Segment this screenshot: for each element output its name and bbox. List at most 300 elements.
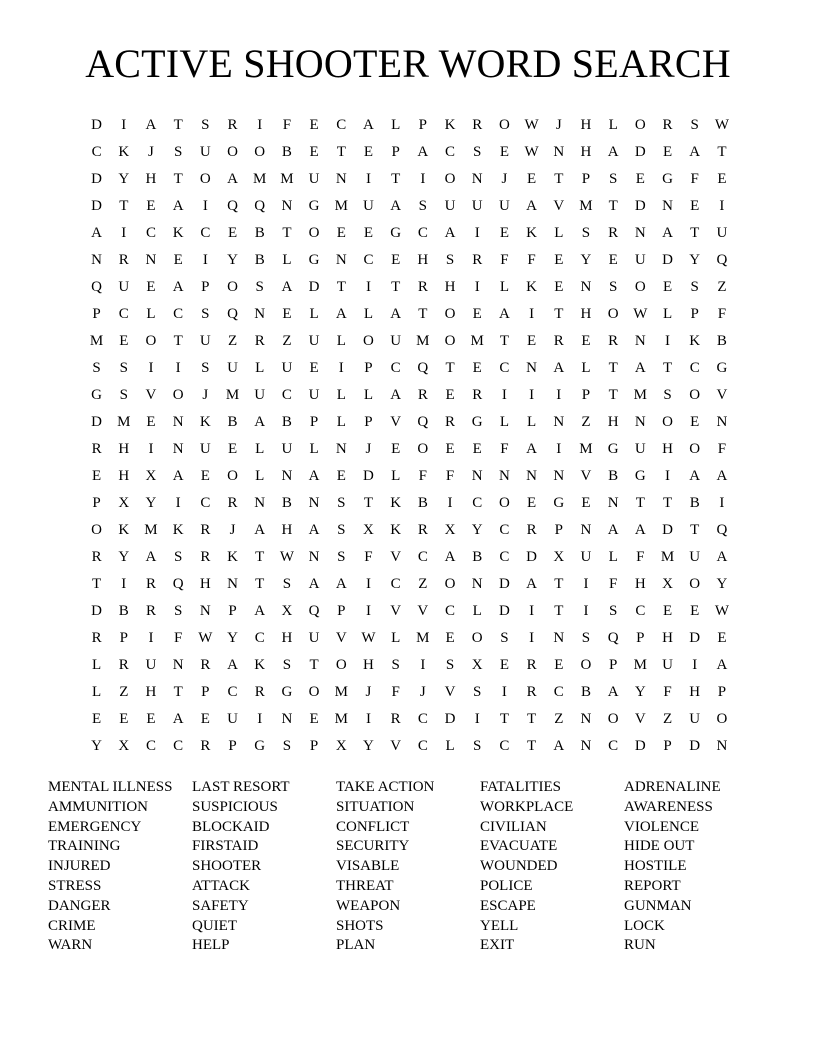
grid-letter: R — [526, 522, 537, 538]
grid-letter: K — [172, 225, 184, 241]
grid-letter: N — [471, 171, 483, 187]
grid-letter: N — [172, 657, 184, 673]
grid-letter: P — [92, 306, 101, 322]
grid-letter: F — [717, 306, 727, 322]
grid-letter: E — [581, 495, 591, 511]
grid-letter: C — [227, 684, 238, 700]
grid-letter: X — [281, 603, 293, 619]
grid-letter: X — [662, 576, 673, 592]
grid-letter: A — [335, 576, 347, 592]
grid-letter: I — [365, 279, 371, 295]
grid-letter: D — [498, 576, 510, 592]
grid-letter: I — [529, 306, 535, 322]
grid-letter: Y — [471, 522, 483, 538]
grid-letter: O — [308, 684, 320, 700]
grid-letter: T — [119, 198, 129, 214]
grid-letter: F — [527, 252, 536, 268]
grid-letter: U — [199, 144, 211, 160]
grid-letter: R — [200, 522, 211, 538]
grid-letter: K — [199, 414, 211, 430]
letter-grid — [83, 112, 736, 760]
grid-letter: S — [173, 144, 183, 160]
grid-letter: H — [662, 630, 673, 646]
grid-letter: N — [335, 171, 347, 187]
grid-letter: N — [716, 414, 728, 430]
grid-letter: O — [227, 468, 238, 484]
grid-letter: A — [227, 171, 238, 187]
word-item: DANGER — [48, 897, 111, 914]
grid-letter: I — [365, 171, 371, 187]
grid-letter: A — [335, 306, 347, 322]
grid-letter: E — [690, 198, 700, 214]
grid-letter: B — [608, 468, 619, 484]
grid-letter: D — [689, 738, 701, 754]
grid-letter: N — [580, 738, 592, 754]
grid-letter: E — [146, 414, 156, 430]
grid-letter: N — [281, 468, 293, 484]
grid-letter: U — [199, 333, 211, 349]
grid-letter: A — [607, 684, 619, 700]
grid-letter: S — [663, 387, 672, 403]
grid-letter: Q — [716, 252, 728, 268]
grid-letter: K — [227, 549, 238, 565]
grid-letter: P — [309, 414, 319, 430]
word-item: QUIET — [192, 917, 237, 934]
grid-letter: W — [524, 117, 539, 133]
grid-letter: U — [199, 441, 211, 457]
grid-letter: C — [91, 144, 102, 160]
grid-letter: T — [418, 306, 428, 322]
grid-letter: Y — [118, 549, 130, 565]
grid-letter: U — [498, 198, 510, 214]
grid-letter: D — [91, 603, 103, 619]
grid-letter: M — [144, 522, 158, 538]
word-item: SUSPICIOUS — [192, 798, 278, 815]
grid-letter: T — [608, 387, 618, 403]
grid-letter: O — [145, 333, 157, 349]
grid-letter: Q — [716, 522, 728, 538]
grid-letter: O — [716, 711, 728, 727]
grid-letter: T — [662, 495, 673, 511]
grid-letter: P — [636, 630, 645, 646]
grid-letter: A — [308, 576, 320, 592]
grid-letter: U — [145, 657, 157, 673]
grid-letter: S — [608, 603, 618, 619]
word-item: CONFLICT — [336, 818, 410, 835]
grid-letter: U — [308, 387, 320, 403]
grid-letter: T — [282, 225, 292, 241]
grid-letter: I — [556, 441, 562, 457]
grid-letter: W — [279, 549, 294, 565]
grid-letter: O — [498, 117, 510, 133]
grid-letter: F — [391, 684, 400, 700]
grid-letter: E — [445, 441, 455, 457]
grid-letter: S — [173, 549, 183, 565]
grid-letter: S — [255, 279, 264, 295]
grid-letter: T — [173, 117, 183, 133]
grid-letter: O — [227, 279, 238, 295]
grid-letter: S — [119, 360, 128, 376]
grid-letter: U — [716, 225, 728, 241]
grid-letter: T — [554, 171, 564, 187]
grid-letter: U — [689, 549, 701, 565]
grid-letter: N — [580, 711, 592, 727]
grid-letter: D — [634, 198, 646, 214]
grid-letter: Y — [227, 252, 238, 268]
grid-letter: Q — [91, 279, 103, 295]
grid-letter: T — [255, 576, 265, 592]
grid-letter: I — [474, 711, 480, 727]
grid-letter: E — [445, 387, 455, 403]
grid-letter: P — [418, 117, 428, 133]
grid-letter: A — [145, 117, 157, 133]
grid-letter: A — [444, 549, 456, 565]
grid-letter: D — [91, 414, 103, 430]
grid-letter: T — [499, 333, 509, 349]
grid-letter: M — [470, 333, 484, 349]
grid-letter: G — [716, 360, 728, 376]
grid-letter: B — [716, 333, 727, 349]
word-item: EXIT — [480, 937, 515, 954]
grid-letter: E — [92, 468, 102, 484]
grid-letter: L — [309, 306, 319, 322]
grid-letter: R — [553, 333, 564, 349]
grid-letter: R — [200, 657, 211, 673]
grid-letter: D — [363, 468, 374, 484]
word-item: SHOOTER — [192, 858, 262, 875]
grid-letter: E — [119, 333, 129, 349]
grid-letter: U — [227, 711, 238, 727]
grid-letter: O — [254, 144, 266, 160]
grid-letter: A — [689, 144, 701, 160]
word-column — [336, 778, 480, 956]
grid-letter: O — [607, 306, 619, 322]
grid-letter: I — [148, 360, 154, 376]
grid-letter: S — [581, 630, 591, 646]
grid-letter: E — [200, 711, 210, 727]
grid-letter: I — [257, 117, 263, 133]
grid-letter: A — [444, 225, 456, 241]
grid-letter: T — [527, 738, 537, 754]
grid-letter: N — [199, 603, 211, 619]
grid-letter: T — [554, 306, 564, 322]
grid-letter: O — [498, 495, 510, 511]
grid-letter: I — [148, 441, 154, 457]
grid-letter: C — [336, 117, 347, 133]
grid-letter: R — [227, 117, 238, 133]
grid-letter: E — [662, 144, 673, 160]
grid-letter: D — [91, 171, 103, 187]
grid-letter: O — [634, 279, 646, 295]
grid-letter: R — [227, 495, 238, 511]
grid-letter: G — [254, 738, 266, 754]
grid-letter: D — [91, 117, 103, 133]
grid-letter: E — [690, 414, 700, 430]
grid-letter: V — [444, 684, 456, 700]
grid-letter: B — [417, 495, 428, 511]
grid-letter: N — [634, 414, 646, 430]
word-item: LAST RESORT — [192, 779, 290, 795]
grid-letter: R — [390, 711, 401, 727]
grid-letter: J — [365, 684, 372, 700]
grid-letter: S — [608, 171, 618, 187]
grid-letter: S — [690, 117, 699, 133]
grid-letter: T — [445, 360, 455, 376]
grid-letter: S — [92, 360, 101, 376]
grid-letter: T — [635, 495, 645, 511]
grid-letter: S — [201, 360, 210, 376]
grid-letter: Z — [554, 711, 564, 727]
grid-letter: D — [498, 603, 510, 619]
grid-letter: E — [227, 225, 238, 241]
grid-letter: A — [498, 306, 510, 322]
word-item: POLICE — [480, 877, 533, 894]
grid-letter: G — [308, 198, 320, 214]
grid-letter: L — [445, 738, 455, 754]
grid-letter: M — [334, 711, 348, 727]
grid-letter: P — [608, 657, 618, 673]
word-item: HIDE OUT — [624, 838, 695, 855]
grid-letter: P — [690, 306, 699, 322]
grid-letter: N — [281, 711, 293, 727]
grid-letter: Z — [227, 333, 238, 349]
grid-letter: I — [719, 198, 725, 214]
grid-letter: U — [363, 198, 374, 214]
grid-letter: E — [581, 333, 591, 349]
grid-letter: E — [527, 495, 537, 511]
grid-letter: L — [336, 333, 346, 349]
grid-letter: N — [526, 360, 538, 376]
grid-letter: H — [281, 522, 293, 538]
grid-letter: Y — [716, 576, 728, 592]
grid-letter: S — [282, 576, 292, 592]
grid-letter: X — [118, 738, 130, 754]
grid-letter: D — [91, 198, 103, 214]
grid-letter: E — [608, 252, 618, 268]
grid-letter: T — [662, 360, 673, 376]
grid-letter: C — [445, 144, 456, 160]
grid-letter: K — [390, 522, 402, 538]
grid-letter: L — [527, 414, 537, 430]
grid-letter: N — [634, 225, 646, 241]
grid-letter: E — [363, 144, 374, 160]
grid-letter: I — [338, 360, 344, 376]
grid-letter: C — [145, 738, 156, 754]
grid-letter: G — [607, 441, 619, 457]
grid-letter: X — [335, 738, 347, 754]
grid-letter: V — [390, 603, 402, 619]
grid-letter: C — [608, 738, 619, 754]
grid-letter: U — [634, 441, 646, 457]
word-item: ESCAPE — [480, 897, 536, 914]
grid-letter: S — [119, 387, 128, 403]
grid-letter: O — [172, 387, 184, 403]
grid-letter: M — [416, 333, 430, 349]
word-item: WARN — [48, 937, 93, 954]
word-column — [192, 778, 336, 956]
grid-letter: A — [254, 603, 266, 619]
grid-letter: B — [254, 225, 265, 241]
grid-letter: E — [146, 711, 156, 727]
grid-letter: C — [499, 522, 510, 538]
grid-letter: O — [689, 387, 701, 403]
grid-letter: I — [692, 657, 698, 673]
grid-letter: T — [391, 171, 401, 187]
grid-letter: P — [337, 603, 346, 619]
grid-letter: V — [390, 738, 402, 754]
grid-letter: O — [363, 333, 374, 349]
grid-letter: E — [391, 252, 401, 268]
grid-letter: D — [689, 630, 701, 646]
grid-letter: E — [336, 225, 346, 241]
grid-letter: R — [445, 414, 456, 430]
grid-letter: V — [580, 468, 592, 484]
grid-letter: H — [363, 657, 374, 673]
grid-letter: I — [365, 603, 371, 619]
grid-letter: O — [199, 171, 211, 187]
grid-letter: V — [417, 603, 429, 619]
grid-letter: V — [553, 198, 565, 214]
grid-letter: E — [554, 657, 564, 673]
grid-letter: E — [717, 630, 727, 646]
grid-letter: S — [282, 738, 292, 754]
grid-letter: A — [526, 441, 538, 457]
grid-letter: F — [608, 576, 618, 592]
grid-letter: L — [581, 360, 591, 376]
grid-letter: F — [500, 441, 509, 457]
grid-letter: R — [254, 333, 265, 349]
grid-letter: O — [444, 171, 456, 187]
grid-letter: C — [281, 387, 292, 403]
word-column — [480, 778, 624, 956]
grid-letter: N — [471, 576, 483, 592]
word-item: GUNMAN — [624, 897, 692, 914]
grid-letter: F — [636, 549, 645, 565]
grid-letter: K — [172, 522, 184, 538]
grid-letter: C — [417, 549, 428, 565]
grid-letter: U — [689, 711, 701, 727]
word-item: ADRENALINE — [624, 779, 721, 795]
grid-letter: B — [118, 603, 129, 619]
grid-letter: R — [145, 603, 156, 619]
grid-letter: L — [309, 441, 319, 457]
grid-letter: U — [580, 549, 592, 565]
grid-letter: M — [579, 441, 593, 457]
word-item: MENTAL ILLNESS — [48, 779, 173, 795]
grid-letter: E — [527, 171, 537, 187]
grid-letter: V — [634, 711, 646, 727]
grid-letter: U — [444, 198, 456, 214]
word-item: RUN — [624, 937, 656, 954]
grid-letter: I — [665, 333, 671, 349]
grid-letter: W — [714, 117, 729, 133]
grid-letter: T — [309, 657, 319, 673]
grid-letter: P — [228, 738, 237, 754]
grid-letter: F — [282, 117, 292, 133]
grid-letter: E — [472, 360, 482, 376]
grid-letter: A — [254, 522, 266, 538]
grid-letter: I — [202, 198, 208, 214]
grid-letter: I — [529, 603, 535, 619]
grid-letter: Q — [308, 603, 320, 619]
grid-letter: T — [608, 360, 618, 376]
grid-letter: T — [92, 576, 102, 592]
grid-letter: P — [92, 495, 101, 511]
grid-letter: H — [118, 468, 130, 484]
grid-letter: S — [608, 279, 618, 295]
grid-letter: I — [719, 495, 725, 511]
grid-letter: N — [254, 306, 266, 322]
grid-letter: G — [390, 225, 402, 241]
grid-letter: E — [309, 711, 319, 727]
word-item: BLOCKAID — [192, 818, 270, 835]
grid-letter: R — [608, 333, 619, 349]
grid-letter: G — [634, 468, 646, 484]
grid-letter: A — [553, 738, 565, 754]
grid-letter: W — [524, 144, 539, 160]
grid-letter: R — [200, 738, 211, 754]
grid-letter: I — [202, 252, 208, 268]
grid-letter: H — [199, 576, 211, 592]
grid-letter: U — [662, 657, 673, 673]
grid-letter: K — [254, 657, 266, 673]
grid-letter: O — [662, 414, 673, 430]
grid-letter: O — [689, 576, 701, 592]
grid-letter: L — [92, 684, 102, 700]
grid-letter: D — [444, 711, 456, 727]
grid-letter: O — [607, 711, 619, 727]
grid-letter: S — [445, 657, 455, 673]
grid-letter: S — [500, 630, 509, 646]
grid-letter: F — [364, 549, 373, 565]
grid-letter: N — [91, 252, 103, 268]
grid-letter: J — [202, 387, 209, 403]
grid-letter: Y — [145, 495, 157, 511]
grid-letter: S — [473, 684, 482, 700]
grid-letter: N — [281, 198, 293, 214]
grid-letter: I — [420, 171, 426, 187]
grid-letter: C — [635, 603, 646, 619]
grid-letter: A — [526, 576, 538, 592]
grid-letter: H — [662, 441, 673, 457]
grid-letter: L — [336, 414, 346, 430]
grid-letter: S — [201, 117, 210, 133]
grid-letter: Y — [118, 171, 130, 187]
grid-letter: K — [689, 333, 701, 349]
grid-letter: A — [281, 279, 293, 295]
grid-letter: F — [445, 468, 455, 484]
grid-letter: N — [662, 198, 673, 214]
grid-letter: A — [227, 657, 238, 673]
grid-letter: E — [662, 603, 673, 619]
grid-letter: F — [173, 630, 183, 646]
grid-letter: V — [390, 549, 402, 565]
grid-letter: O — [308, 225, 320, 241]
grid-letter: E — [282, 306, 292, 322]
grid-letter: L — [608, 117, 618, 133]
grid-letter: A — [716, 549, 728, 565]
grid-letter: C — [118, 306, 129, 322]
grid-letter: J — [555, 117, 562, 133]
grid-letter: B — [281, 144, 292, 160]
grid-letter: U — [281, 441, 293, 457]
grid-letter: E — [119, 711, 129, 727]
grid-letter: Y — [363, 738, 374, 754]
grid-letter: I — [529, 630, 535, 646]
grid-letter: Q — [417, 360, 429, 376]
grid-letter: L — [608, 549, 618, 565]
grid-letter: E — [472, 306, 482, 322]
